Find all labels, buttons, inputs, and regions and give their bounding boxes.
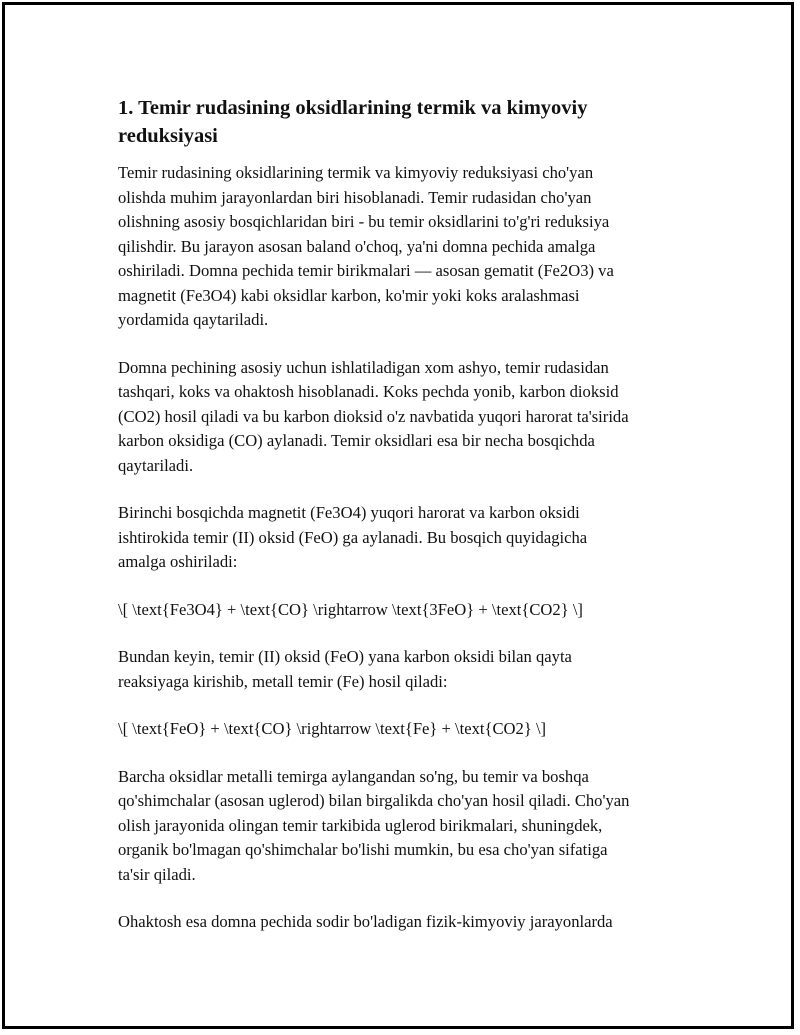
document-body xyxy=(118,94,688,958)
equation-first-stage: \[ \text{Fe3O4} + \text{CO} \rightarrow \text{3FeO} + \text{CO2} \] xyxy=(118,599,583,619)
paragraph-second-stage: Bundan keyin, temir (II) oksid (FeO) yana karbon oksidi bilan qayta reaksiyaga kirishib, metall temir (Fe) hosil qiladi: xyxy=(118,647,572,691)
section-heading: 1. Temir rudasining oksidlarining termik va kimyoviy reduksiyasi xyxy=(118,97,588,147)
paragraph-raw-materials: Domna pechining asosiy uchun ishlatiladigan xom ashyo, temir rudasidan tashqari, koks va ohaktosh hisoblanadi. Koks pechda yonib, karbon dioksid (CO2) hosil qiladi va bu karbon dioksid o'z navbatida yuqori harorat ta'sirida karbon oksidiga (CO) aylanadi. Temir oksidlari esa bir necha bosqichda qaytariladi. xyxy=(118,357,629,475)
paragraph-cast-iron: Barcha oksidlar metalli temirga aylangandan so'ng, bu temir va boshqa qo'shimchalar (asosan uglerod) bilan birgalikda cho'yan hosil qiladi. Cho'yan olish jarayonida olingan temir tarkibida uglerod birikmalari, shuningdek, organik bo'lmagan qo'shimchalar bo'lishi mumkin, bu esa cho'yan sifatiga ta'sir qiladi. xyxy=(118,766,630,884)
paragraph-limestone: Ohaktosh esa domna pechida sodir bo'ladigan fizik-kimyoviy jarayonlarda xyxy=(118,912,613,931)
paragraph-intro: Temir rudasining oksidlarining termik va kimyoviy reduksiyasi cho'yan olishda muhim jarayonlardan biri hisoblanadi. Temir rudasidan cho'yan olishning asosiy bosqichlaridan biri - bu temir oksidlarini to'g'ri reduksiya qilishdir. Bu jarayon asosan baland o'choq, ya'ni domna pechida amalga oshiriladi. Domna pechida temir birikmalari — asosan gematit (Fe2O3) va magnetit (Fe3O4) kabi oksidlar karbon, ko'mir yoki koks aralashmasi yordamida qaytariladi. xyxy=(118,163,614,329)
equation-second-stage: \[ \text{FeO} + \text{CO} \rightarrow \text{Fe} + \text{CO2} \] xyxy=(118,719,547,738)
paragraph-first-stage: Birinchi bosqichda magnetit (Fe3O4) yuqori harorat va karbon oksidi ishtirokida temir (II) oksid (FeO) ga aylanadi. Bu bosqich quyidagicha amalga oshiriladi: xyxy=(118,503,588,571)
